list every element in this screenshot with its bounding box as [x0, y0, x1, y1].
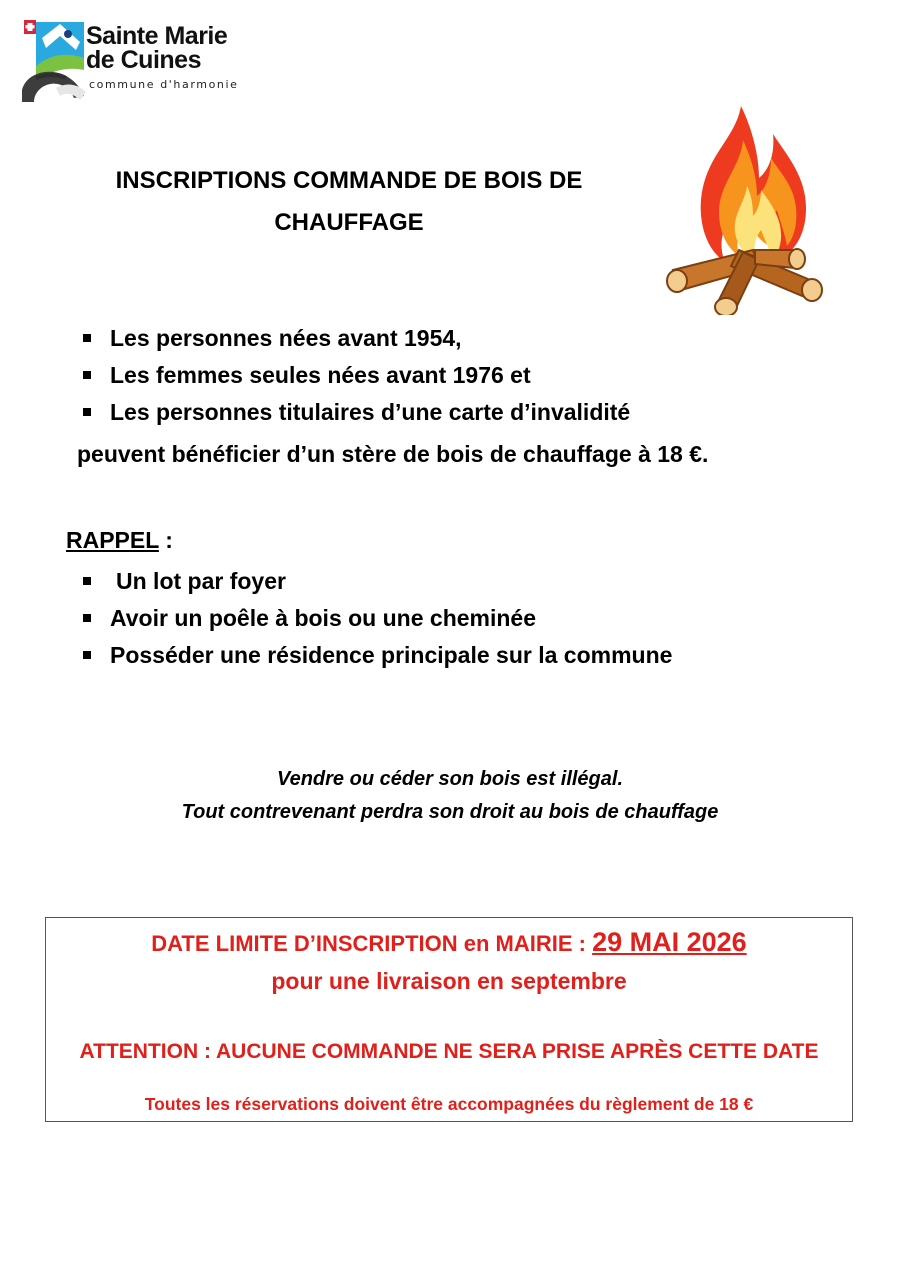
attention-note: ATTENTION : AUCUNE COMMANDE NE SERA PRISE APRÈS CETTE DATE [79, 1040, 819, 1063]
page-title-line1: INSCRIPTIONS COMMANDE DE BOIS DE [115, 167, 583, 194]
rappel-list [80, 563, 672, 674]
legal-warning [0, 763, 900, 829]
deadline-box [45, 917, 853, 1122]
campfire-icon [655, 100, 835, 315]
deadline-date: 29 MAI 2026 [592, 927, 747, 957]
deadline-prefix: DATE LIMITE D’INSCRIPTION en MAIRIE : [151, 931, 593, 956]
commune-tagline: commune d'harmonie [89, 78, 239, 91]
delivery-note: pour une livraison en septembre [271, 968, 627, 994]
commune-name-line1: Sainte Marie [86, 22, 228, 50]
deadline-line [46, 924, 852, 962]
rappel-label: RAPPEL [66, 527, 159, 553]
legal-warning-line2: Tout contrevenant perdra son droit au bois de chauffage [181, 801, 719, 823]
rappel-suffix: : [158, 527, 173, 553]
list-item: Posséder une résidence principale sur la commune [80, 637, 672, 674]
commune-name-line2: de Cuines [86, 46, 201, 74]
commune-logo [16, 18, 266, 110]
legal-warning-line1: Vendre ou céder son bois est illégal. [276, 768, 624, 790]
list-item: Les personnes titulaires d’une carte d’invalidité [80, 394, 630, 431]
rappel-heading [66, 522, 173, 559]
eligibility-list [80, 320, 630, 431]
list-item: Les femmes seules nées avant 1976 et [80, 357, 630, 394]
page-title-line2: CHAUFFAGE [274, 209, 424, 236]
payment-note: Toutes les réservations doivent être accompagnées du règlement de 18 € [144, 1094, 754, 1114]
commune-name [86, 24, 227, 72]
page-title [48, 160, 650, 244]
benefit-statement: peuvent bénéficier d’un stère de bois de chauffage à 18 €. [77, 441, 709, 467]
commune-emblem-icon [16, 18, 96, 110]
list-item: Un lot par foyer [80, 563, 672, 600]
list-item: Les personnes nées avant 1954, [80, 320, 630, 357]
list-item: Avoir un poêle à bois ou une cheminée [80, 600, 672, 637]
